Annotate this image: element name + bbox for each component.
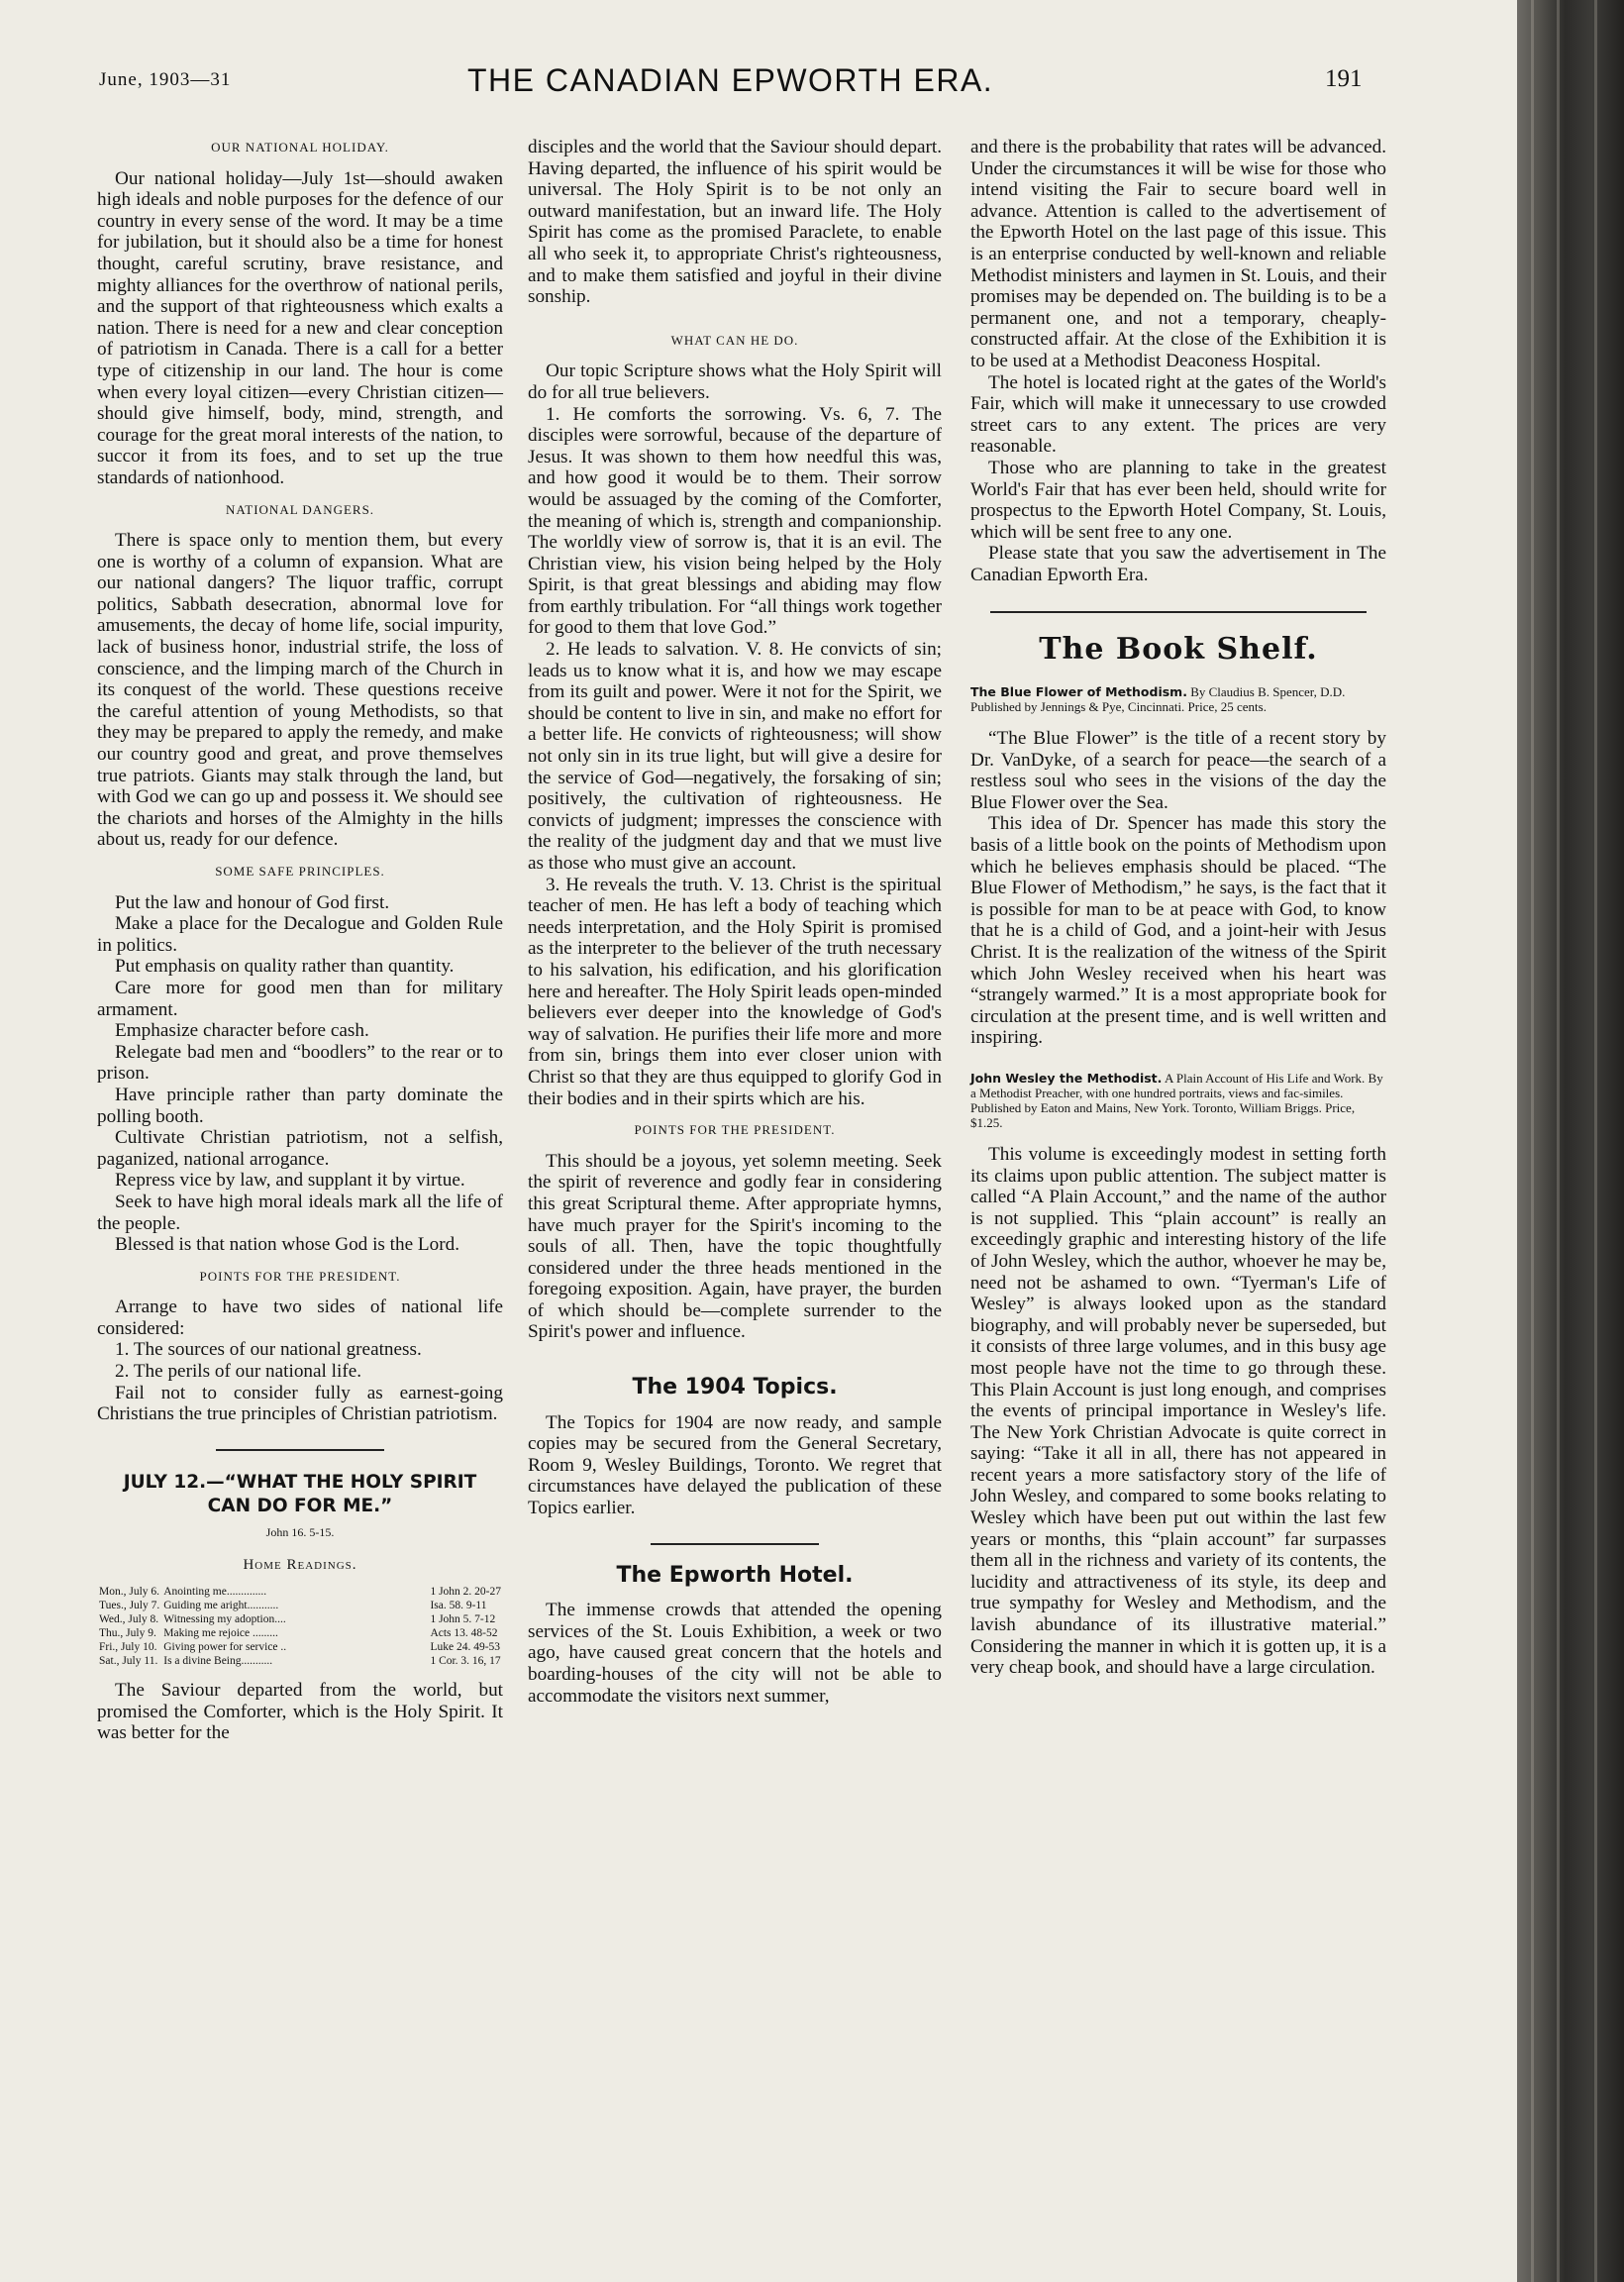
column-middle [528,137,942,1707]
paragraph: and there is the probability that rates will be advanced. Under the circumstances it will be wise for those who intend visiting the Fair to secure board well in advance. Attention is called to the advertisement of the Epworth Hotel on the last page of this issue. This is an enterprise conducted by well-known and reliable Methodist ministers and laymen in St. Louis, and their promises may be depended on. The building is to be a permanent one, and not a temporary, cheaply-constructed affair. At the close of the Exhibition it is to be used at a Methodist Deaconess Hospital. [970,137,1386,371]
paragraph: Our national holiday—July 1st—should awaken high ideals and noble purposes for the defence of our country in every sense of the word. It may be a time for jubilation, but it should also be a time for honest thought, careful scrutiny, brave resistance, and mighty alliances for the overthrow of national perils, and the support of that righteousness which exalts a nation. There is need for a new and clear conception of patriotism in Canada. There is a call for a better type of citizenship in our land. The hour is come when every loyal citizen—every Christian citizen—should give himself, body, mind, strength, and courage for the great moral interests of the nation, to succor it from its foes, and to set up the true standards of nationhood. [97,167,503,488]
review-meta: By Claudius B. Spencer, D.D. Published by Jennings & Pye, Cincinnati. Price, 25 cents. [970,684,1346,715]
issue-date: June, 1903—31 [99,69,232,90]
divider [216,1449,384,1451]
review-title: John Wesley the Methodist. [970,1070,1163,1086]
paragraph: “The Blue Flower” is the title of a recent story by Dr. VanDyke, of a search for peace—the search of a restless soul who sees in the visions of the day the Blue Flower over the Sea. [970,728,1386,813]
principle-item: Blessed is that nation whose God is the Lord. [115,1234,459,1256]
paragraph: 1. The sources of our national greatness. [115,1339,422,1361]
paragraph: There is space only to mention them, but every one is worthy of a column of expansion. What are our national dangers? The liquor traffic, corrupt politics, Sabbath desecration, abnormal love for amusements, the decay of home life, social impurity, lack of business honor, industrial strife, the loss of conscience, and the limping march of the Church in its conquest of the world. These questions receive the careful attention of young Methodists, so that they may be prepared to apply the remedy, and make our country good and great, and prove themselves true patriots. Giants may stalk through the land, but with God we can go up and possess it. We should see the chariots and horses of the Almighty in the hills about us, ready for our defence. [97,530,503,851]
topics-1904-heading: The 1904 Topics. [632,1375,838,1400]
reading-row [97,1640,503,1654]
reading-row [97,1612,503,1626]
review-title: The Blue Flower of Methodism. [970,684,1187,700]
principle-item: Cultivate Christian patriotism, not a selfish, paganized, national arrogance. [97,1127,503,1170]
reading-row [97,1654,503,1668]
paragraph: Arrange to have two sides of national life considered: [97,1297,503,1339]
section-heading: OUR NATIONAL HOLIDAY. [211,140,389,155]
topic-heading-line1: JULY 12.—“WHAT THE HOLY SPIRIT [123,1471,477,1493]
topic-reference: John 16. 5-15. [265,1524,335,1539]
review-meta: A Plain Account of His Life and Work. By a Methodist Preacher, with one hundred portraits, views and fac-similes. Published by Eaton and Mains, New York. Toronto, William Briggs. Price, $1.25. [970,1070,1383,1130]
page-number: 191 [1325,65,1363,92]
paragraph: Those who are planning to take in the greatest World's Fair that has ever been held, should write for prospectus to the Epworth Hotel Company, St. Louis, which will be sent free to any one. [970,457,1386,543]
principle-item: Seek to have high moral ideals mark all the life of the people. [97,1191,503,1234]
readings-table [97,1585,503,1668]
divider [990,611,1367,613]
paragraph: This idea of Dr. Spencer has made this story the basis of a little book on the points of Methodism upon which he believes emphasis should be placed. “The Blue Flower of Methodism,” he says, is the fact that it is possible for man to be at peace with God, to know that he is a child of God, and a joint-heir with Jesus Christ. It is the realization of the witness of the Spirit which John Wesley received when his heart was “strangely warmed.” It is a most appropriate book for circulation at the present time, and is well written and inspiring. [970,813,1386,1049]
reading-day: Mon., July 6. [99,1586,160,1599]
section-heading: WHAT CAN HE DO. [670,332,799,348]
reading-day: Sat., July 11. [99,1655,158,1668]
reading-text: Witnessing my adoption.... [163,1613,286,1626]
section-heading: POINTS FOR THE PRESIDENT. [199,1268,401,1284]
review-citation [970,1071,1386,1130]
paragraph: Please state that you saw the advertisement in The Canadian Epworth Era. [970,543,1386,585]
section-heading: NATIONAL DANGERS. [225,501,375,517]
paragraph: 1. He comforts the sorrowing. Vs. 6, 7. The disciples were sorrowful, because of the departure of Jesus. It was shown to them how needful this was, and how good it would be to them. Their sorrow would be assuaged by the coming of the Comforter, the meaning of which is, strength and companionship. The worldly view of sorrow is, that it is an evil. The Christian view, his vision being helped by the Holy Spirit, is that great blessings and abiding may flow from earthly tribulation. For “all things work together for good to them that love God.” [528,403,942,639]
reading-text: Guiding me aright........... [163,1600,279,1612]
principle-item: Care more for good men than for military armament. [97,977,503,1020]
principle-item: Make a place for the Decalogue and Golden Rule in politics. [97,913,503,956]
topic-heading-line2: CAN DO FOR ME.” [207,1495,393,1516]
epworth-hotel-heading: The Epworth Hotel. [616,1562,854,1588]
reading-ref: Acts 13. 48-52 [430,1627,498,1640]
divider [651,1543,819,1545]
paragraph: The hotel is located right at the gates of the World's Fair, which will make it unnecessary to use crowded street cars to any extent. The prices are very reasonable. [970,371,1386,458]
paragraph: Our topic Scripture shows what the Holy Spirit will do for all true believers. [528,361,942,403]
paragraph: The Topics for 1904 are now ready, and sample copies may be secured from the General Secretary, Room 9, Wesley Buildings, Toronto. We regret that circumstances have delayed the publication of these Topics earlier. [528,1411,942,1519]
paragraph: The Saviour departed from the world, but promised the Comforter, which is the Holy Spirit. It was better for the [97,1680,503,1744]
section-heading: SOME SAFE PRINCIPLES. [215,864,385,879]
paragraph: This should be a joyous, yet solemn meeting. Seek the spirit of reverence and godly fear in considering this great Scriptural theme. After appropriate hymns, have much prayer for the Spirit's incoming to the souls of all. Then, have the topic thoughtfully considered under the three heads mentioned in the foregoing exposition. Again, have prayer, the burden of which should be—complete surrender to the Spirit's power and influence. [528,1150,942,1343]
reading-day: Tues., July 7. [99,1600,160,1612]
column-left [97,137,503,1744]
principle-item: Emphasize character before cash. [115,1020,369,1042]
reading-text: Is a divine Being........... [163,1655,273,1668]
reading-ref: Isa. 58. 9-11 [430,1600,487,1612]
paragraph: Fail not to consider fully as earnest-going Christians the true principles of Christian patriotism. [97,1382,503,1425]
reading-row [97,1585,503,1599]
reading-text: Giving power for service .. [163,1641,287,1654]
principle-item: Relegate bad men and “boodlers” to the rear or to prison. [97,1041,503,1085]
paragraph: 2. The perils of our national life. [115,1361,362,1383]
review-citation [970,684,1386,714]
principle-item: Have principle rather than party dominate the polling booth. [97,1084,503,1127]
paragraph: 3. He reveals the truth. V. 13. Christ is the spiritual teacher of men. He has left a body of teaching which needs interpretation, and the Holy Spirit is promised as the interpreter to the believer of the truth necessary to his salvation, his edification, and his glorification here and hereafter. The Holy Spirit leads open-minded believers ever deeper into the knowledge of God's way of salvation. He purifies their life more and more from sin, brings them into ever closer union with Christ so that they are thus equipped to glorify God in their bodies and in their spirts which are his. [528,874,942,1109]
reading-ref: Luke 24. 49-53 [430,1641,501,1654]
principle-item: Put the law and honour of God first. [115,891,390,913]
reading-ref: 1 Cor. 3. 16, 17 [430,1655,501,1668]
book-shelf-heading: The Book Shelf. [1039,632,1318,668]
reading-row [97,1626,503,1640]
home-readings-title: Home Readings. [243,1557,357,1574]
reading-day: Fri., July 10. [99,1641,157,1654]
reading-text: Anointing me.............. [163,1586,267,1599]
reading-ref: 1 John 5. 7-12 [430,1613,496,1626]
reading-day: Thu., July 9. [99,1627,156,1640]
paragraph: disciples and the world that the Saviour should depart. Having departed, the influence of his spirit would be universal. The Holy Spirit is to be not only an outward manifestation, but an inward life. The Holy Spirit has come as the promised Paraclete, to enable all who seek it, to appropriate Christ's righteousness, and to make them satisfied and joyful in their divine sonship. [528,137,942,308]
reading-text: Making me rejoice ......... [163,1627,278,1640]
book-binding-edge [1517,0,1624,2282]
reading-ref: 1 John 2. 20-27 [430,1586,501,1599]
column-right [970,137,1386,1679]
paragraph: This volume is exceedingly modest in setting forth its claims upon public attention. The subject matter is called “A Plain Account,” and the name of the author is not supplied. This “plain account” is really an exceedingly graphic and interesting history of the life of John Wesley, which the author, whoever he may be, need not be ashamed to own. “Tyerman's Life of Wesley” is always looked upon as the standard biography, and will probably never be superseded, but it consists of three large volumes, and in this busy age most people have not the time to go through these. This Plain Account is just long enough, and comprises the events of principal importance in Wesley's life. The New York Christian Advocate is quite correct in saying: “Take it all in all, there has not appeared in recent years a more satisfactory story of the life of John Wesley, and compared to some books relating to Wesley which have been put out within the last few years or months, this “plain account” far surpasses them all in the richness and variety of its contents, the lucidity and attractiveness of its style, its deep and true sympathy for Wesley and Methodism, and the lavish abundance of its illustrative material.” Considering the manner in which it is gotten up, it is a very cheap book, and should have a large circulation. [970,1143,1386,1679]
paragraph: The immense crowds that attended the opening services of the St. Louis Exhibition, a week or two ago, have caused great concern that the hotels and boarding-houses of the city will not be able to accommodate the visitors next summer, [528,1600,942,1707]
paragraph: 2. He leads to salvation. V. 8. He convicts of sin; leads us to know what it is, and how we may escape from its guilt and power. Were it not for the Spirit, we should be content to live in sin, and make no effort for a better life. He convicts of righteousness; will show not only sin in its true light, but will give a desire for the service of God—negatively, the forsaking of sin; positively, the cultivation of righteousness. He convicts of judgment; impresses the conscience with the reality of the judgment day and that we must live as those who must give an account. [528,639,942,874]
section-heading: POINTS FOR THE PRESIDENT. [634,1122,836,1138]
principle-item: Put emphasis on quality rather than quantity. [115,956,455,978]
reading-row [97,1599,503,1612]
masthead-title: THE CANADIAN EPWORTH ERA. [467,62,994,98]
principle-item: Repress vice by law, and supplant it by virtue. [115,1170,465,1192]
reading-day: Wed., July 8. [99,1613,159,1626]
